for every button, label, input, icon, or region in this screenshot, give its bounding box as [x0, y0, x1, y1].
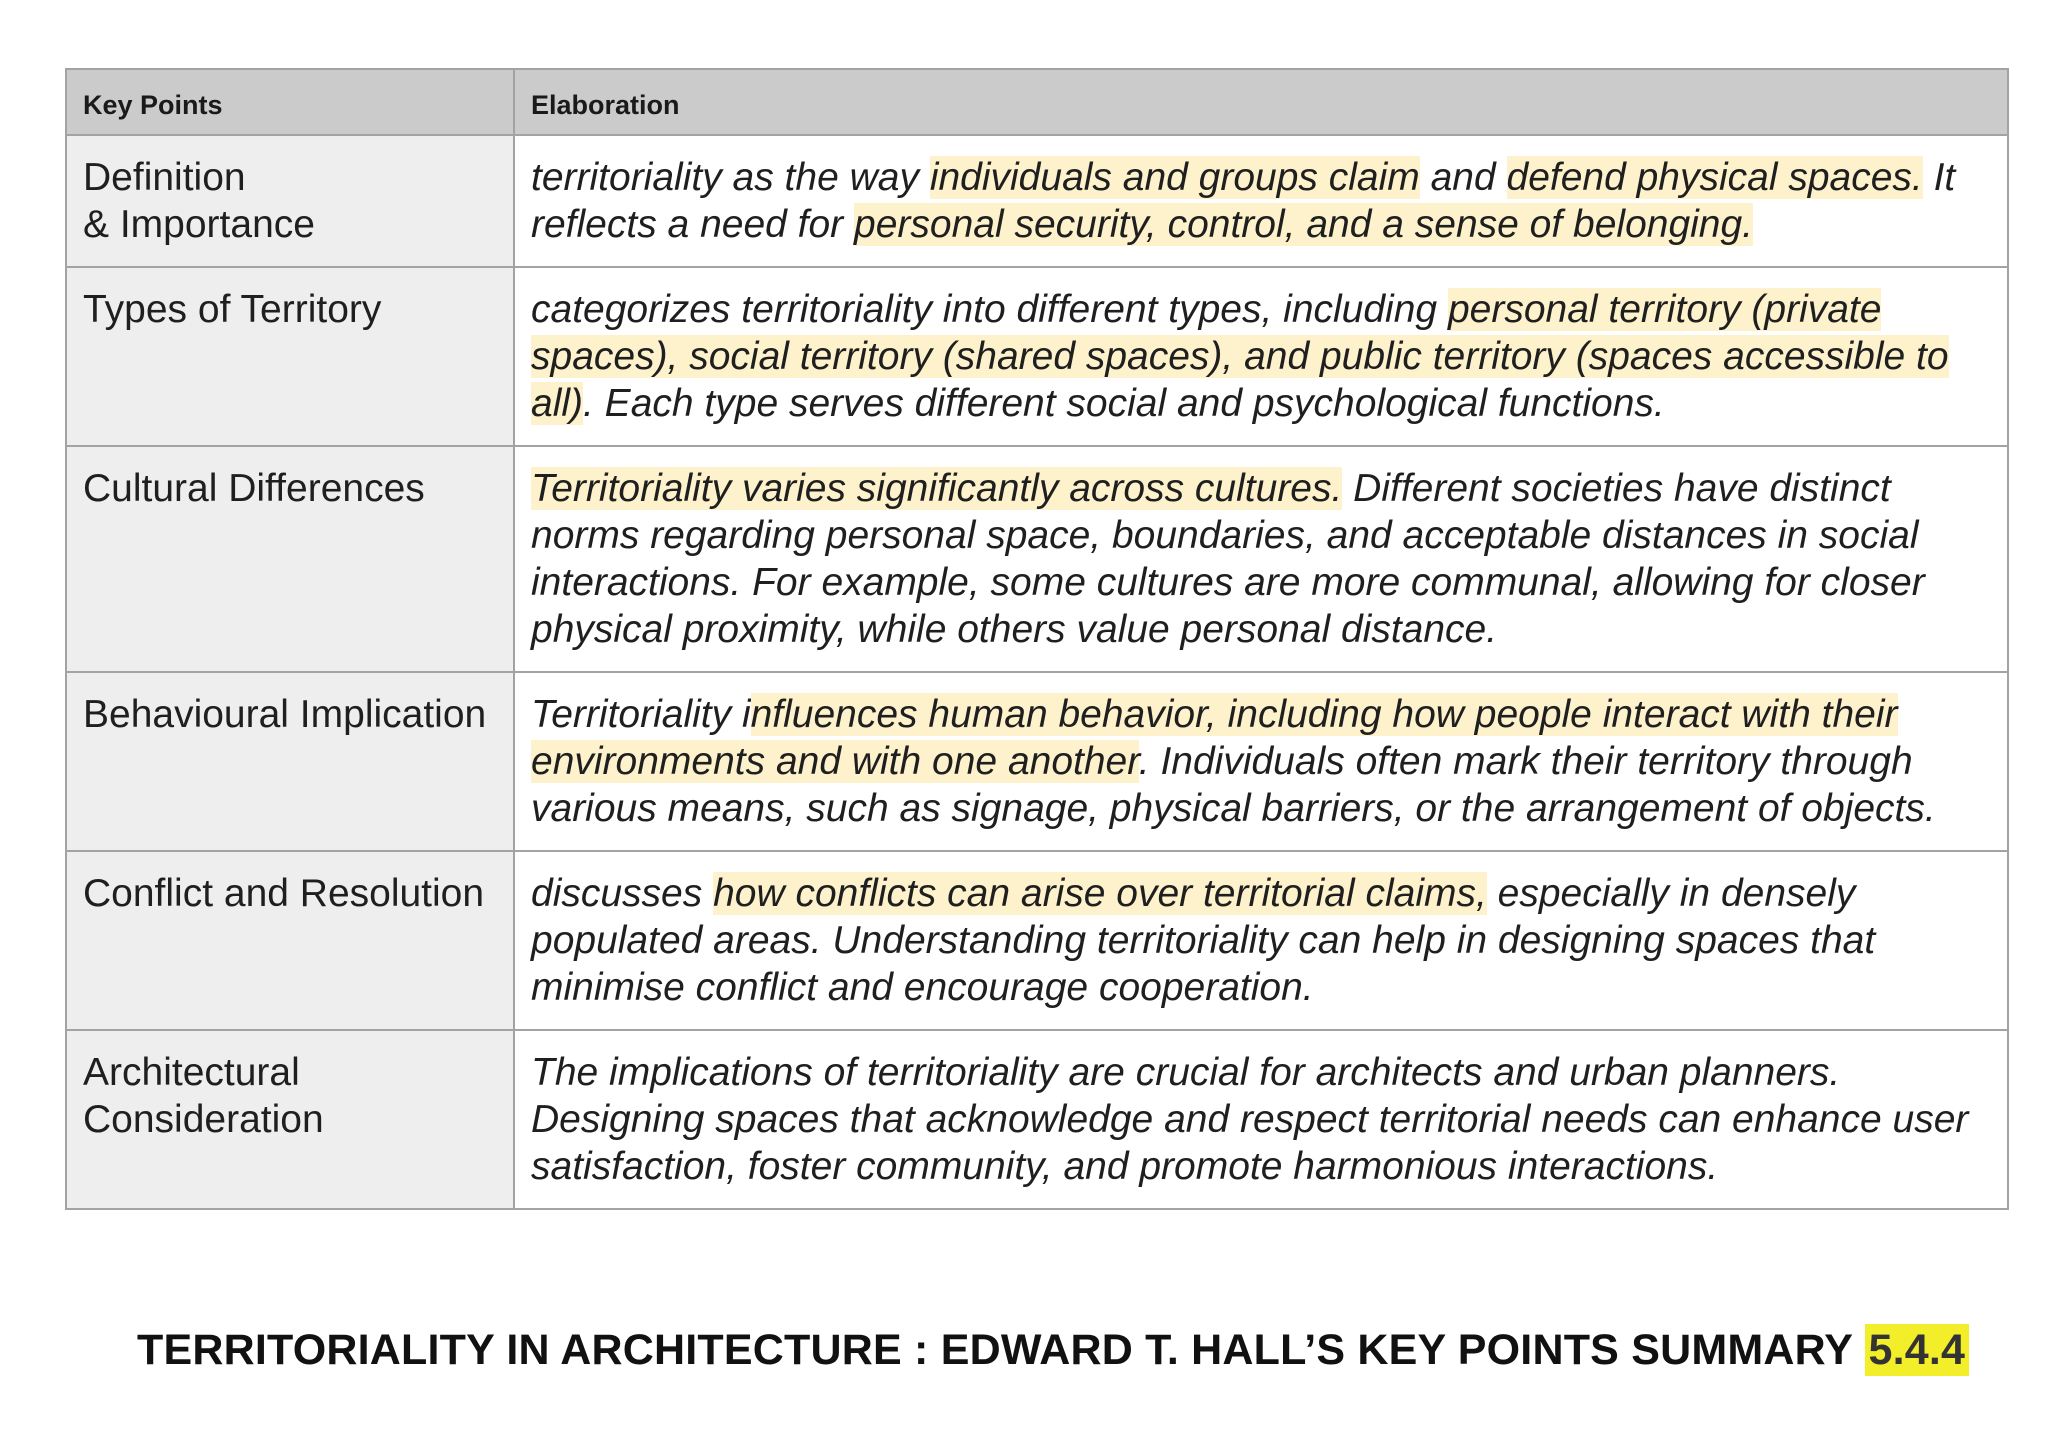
key-point-label: Cultural Differences [83, 467, 425, 510]
section-number-badge: 5.4.4 [1865, 1324, 1970, 1376]
elaboration-text: categorizes territoriality into different types, including [531, 288, 1448, 331]
key-point-cell [66, 672, 514, 851]
key-point-cell [66, 135, 514, 267]
elaboration-text: Territoriality i [531, 693, 751, 736]
elaboration-text: and [1419, 156, 1507, 199]
elaboration-cell [514, 267, 2008, 446]
elaboration-text: discusses [531, 872, 714, 915]
table-row [66, 135, 2008, 267]
key-point-label: Conflict and Resolution [83, 872, 485, 915]
elaboration-cell [514, 672, 2008, 851]
table-row [66, 446, 2008, 672]
elaboration-cell [514, 135, 2008, 267]
key-point-cell [66, 267, 514, 446]
page-title [137, 1326, 1969, 1375]
key-point-label: & Importance [83, 203, 315, 246]
highlighted-text: individuals and groups claim [929, 156, 1420, 199]
elaboration-cell [514, 851, 2008, 1030]
page-title-text: TERRITORIALITY IN ARCHITECTURE : EDWARD T. HALL’S KEY POINTS SUMMARY [137, 1326, 1865, 1374]
key-point-label: Consideration [83, 1098, 324, 1141]
elaboration-text: It reflects a need for [531, 156, 1956, 246]
key-points-table [65, 68, 2009, 1210]
key-point-label: Architectural [83, 1051, 300, 1094]
elaboration-text: especially in densely populated areas. Understanding territoriality can help in designing spaces that minimise conflict and encourage cooperation. [531, 872, 1876, 1009]
table-row [66, 851, 2008, 1030]
key-point-label: Types of Territory [83, 288, 382, 331]
highlighted-text: Territoriality varies significantly across cultures. [531, 467, 1343, 510]
elaboration-cell [514, 446, 2008, 672]
column-header-elaboration: Elaboration [514, 69, 2008, 135]
table-row [66, 267, 2008, 446]
key-point-label: Behavioural Implication [83, 693, 487, 736]
elaboration-text: . Individuals often mark their territory through various means, such as signage, physical barriers, or the arrangement of objects. [531, 740, 1936, 830]
column-header-key-points: Key Points [66, 69, 514, 135]
elaboration-text: The implications of territoriality are crucial for architects and urban planners. Designing spaces that acknowledge and respect territorial needs can enhance user satisfaction, foster community, and promote harmonious interactions. [531, 1051, 1969, 1188]
table-row [66, 672, 2008, 851]
elaboration-text: territoriality as the way [531, 156, 930, 199]
key-point-cell [66, 1030, 514, 1209]
highlighted-text: personal security, control, and a sense of belonging. [854, 203, 1754, 246]
highlighted-text: how conflicts can arise over territorial claims, [713, 872, 1487, 915]
elaboration-text: Different societies have distinct norms regarding personal space, boundaries, and acceptable distances in social interactions. For example, some cultures are more communal, allowing for closer physical proximity, while others value personal distance. [531, 467, 1925, 651]
table-body [66, 135, 2008, 1209]
highlighted-text: personal territory (private spaces), social territory (shared spaces), and public territory (spaces accessible to all) [531, 288, 1949, 425]
highlighted-text: defend physical spaces. [1506, 156, 1923, 199]
elaboration-text: . Each type serves different social and psychological functions. [583, 382, 1665, 425]
key-point-label: Definition [83, 156, 246, 199]
table-row [66, 1030, 2008, 1209]
table-header-row [66, 69, 2008, 135]
key-point-cell [66, 851, 514, 1030]
key-point-cell [66, 446, 514, 672]
highlighted-text: nfluences human behavior, including how people interact with their environments and with one another [531, 693, 1898, 783]
elaboration-cell [514, 1030, 2008, 1209]
